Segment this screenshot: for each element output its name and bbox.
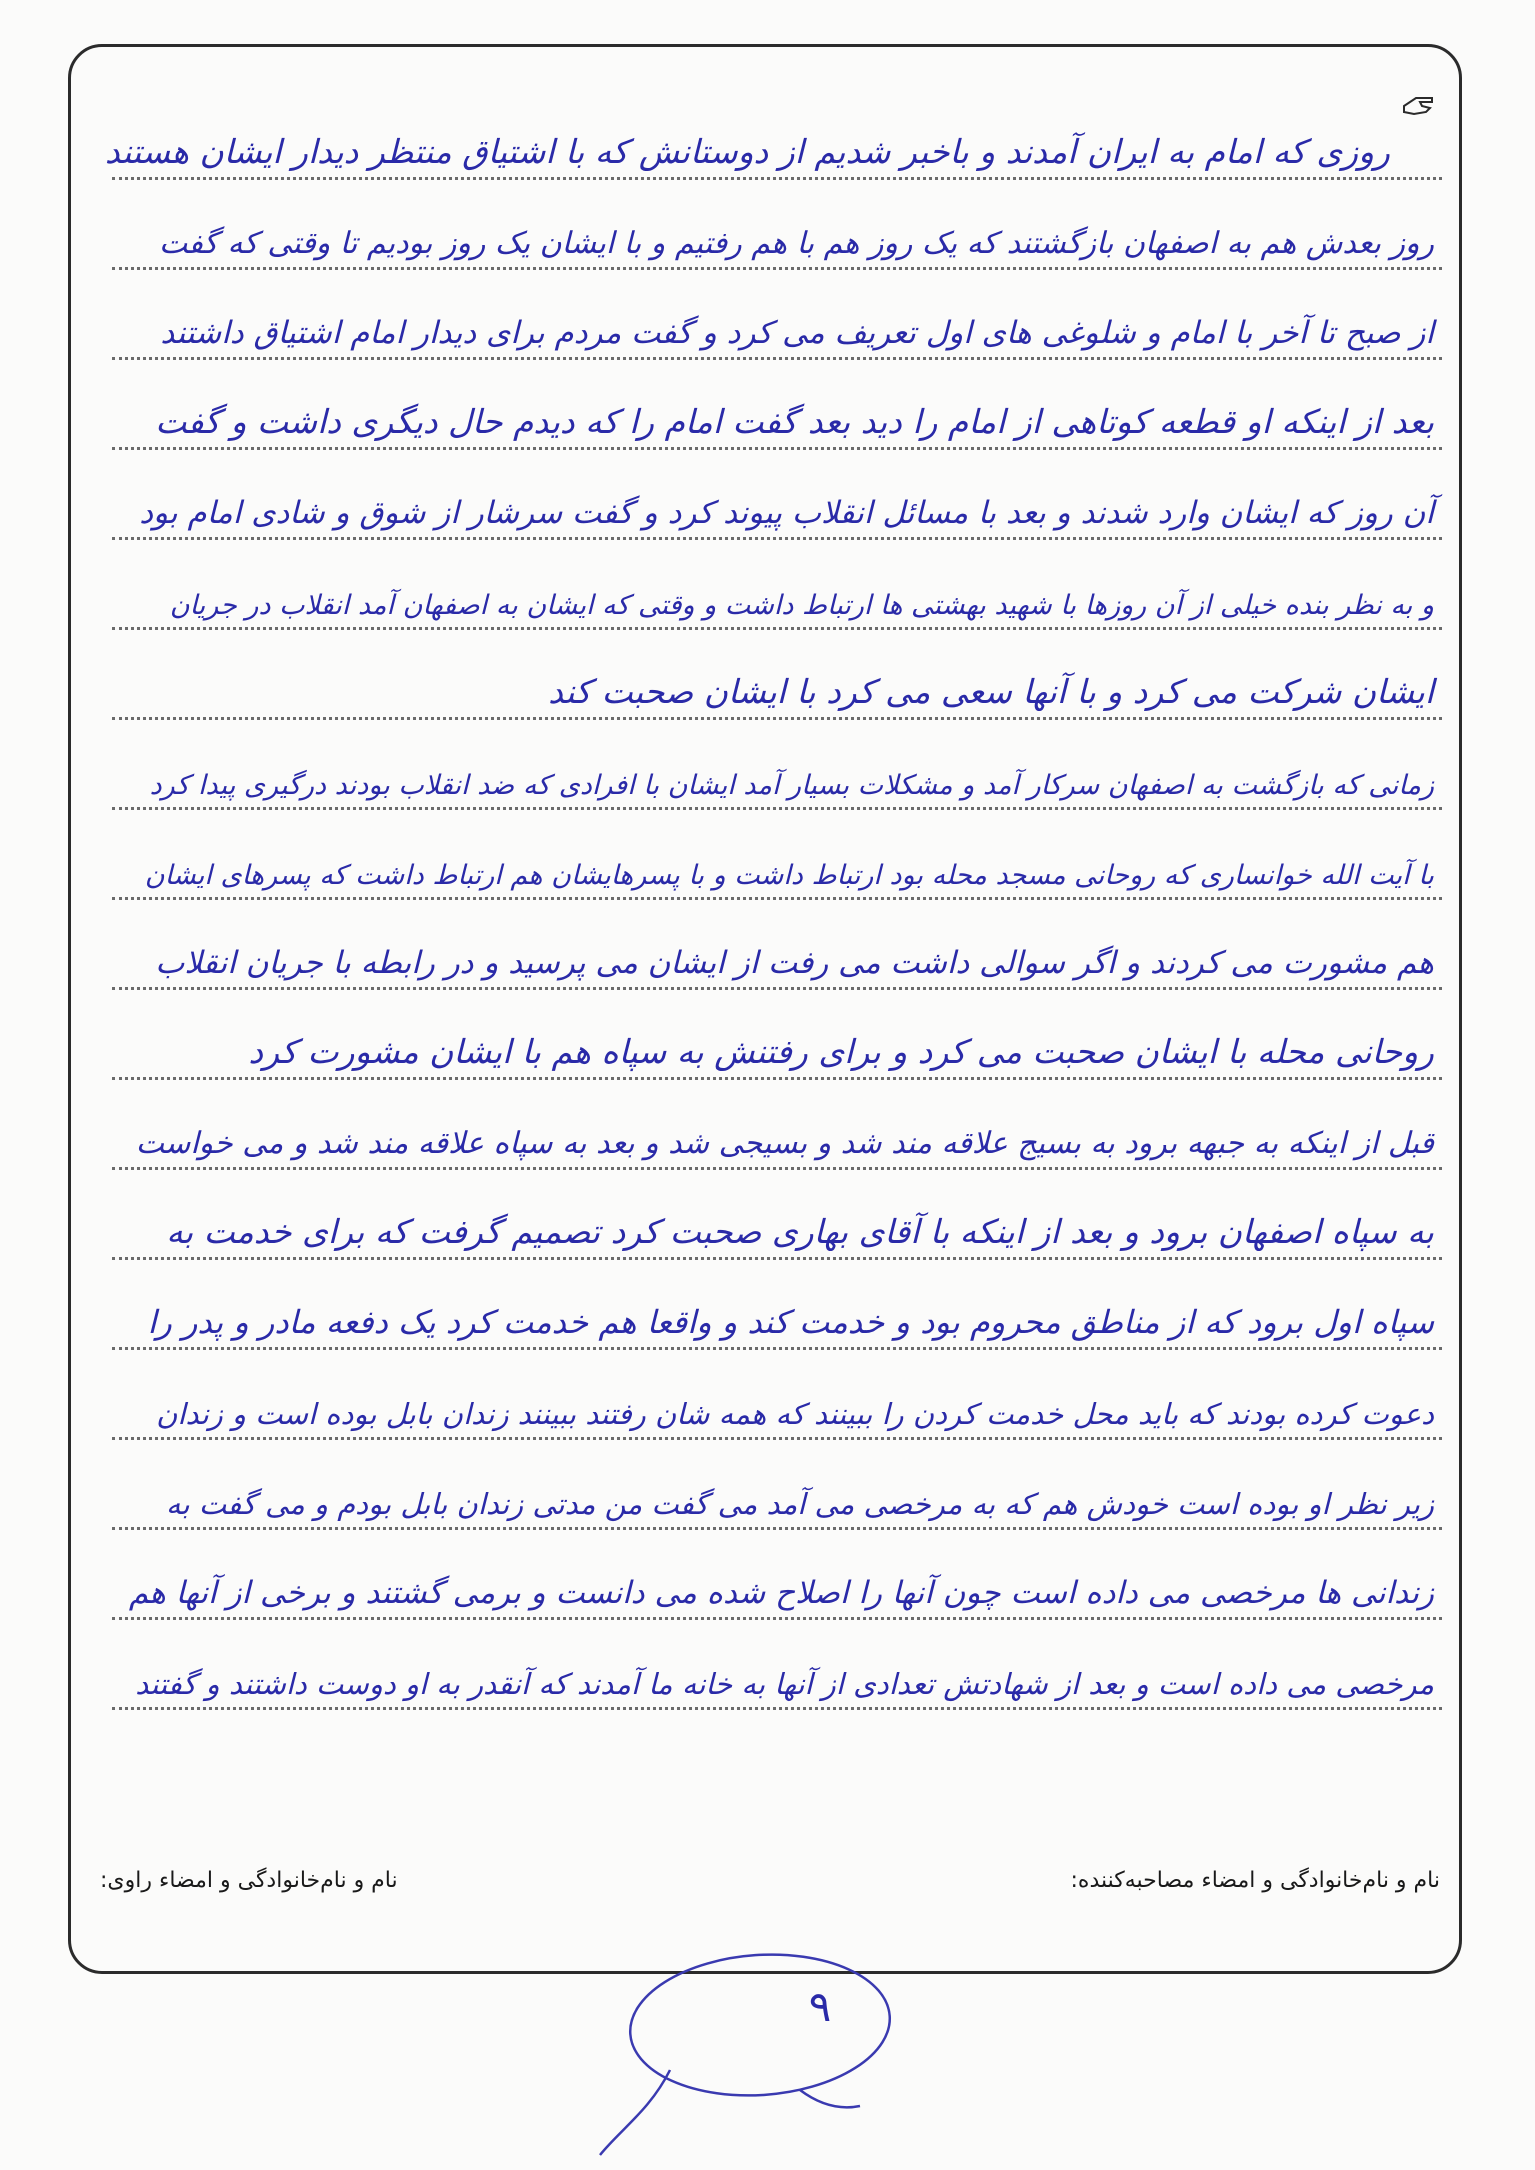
transcript-line xyxy=(112,180,1442,270)
transcript-line xyxy=(112,900,1442,990)
page-number: ۹ xyxy=(808,1982,832,2031)
transcript-line xyxy=(112,1080,1442,1170)
transcript-text: زیر نظر او بوده است خودش هم که به مرخصی می آمد می گفت من مدتی زندان بابل بودم و می گفت به xyxy=(166,1487,1434,1521)
transcript-text: هم مشورت می کردند و اگر سوالی داشت می رفت از ایشان می پرسید و در رابطه با جریان انقلاب xyxy=(155,945,1434,981)
narrator-signature-label: نام و نام‌خانوادگی و امضاء راوی: xyxy=(100,1868,398,1893)
transcript-text: دعوت کرده بودند که باید محل خدمت کردن را ببینند که همه شان رفتند ببینند زندان بابل بوده است و زندان xyxy=(156,1397,1434,1431)
transcript-text: ایشان شرکت می کرد و با آنها سعی می کرد با ایشان صحبت کند xyxy=(548,672,1434,711)
page-number-oval xyxy=(560,1930,900,2170)
transcript-line xyxy=(112,1350,1442,1440)
transcript-line xyxy=(112,1620,1442,1710)
transcript-line xyxy=(112,810,1442,900)
interviewer-signature-label: نام و نام‌خانوادگی و امضاء مصاحبه‌کننده: xyxy=(1070,1868,1440,1893)
transcript-text: به سپاه اصفهان برود و بعد از اینکه با آقای بهاری صحبت کرد تصمیم گرفت که برای خدمت به xyxy=(166,1212,1434,1251)
transcript-text: بعد از اینکه او قطعه کوتاهی از امام را دید بعد گفت امام را که دیدم حال دیگری داشت و گفت xyxy=(155,402,1434,441)
transcript-line xyxy=(112,720,1442,810)
transcript-text: روحانی محله با ایشان صحبت می کرد و برای رفتنش به سپاه هم با ایشان مشورت کرد xyxy=(248,1032,1434,1071)
pointing-hand-icon xyxy=(1402,92,1436,118)
transcript-line xyxy=(104,90,1442,180)
signature-footer xyxy=(100,1868,1440,1928)
transcript-text: مرخصی می داده است و بعد از شهادتش تعدادی از آنها به خانه ما آمدند که آنقدر به او دوست داشتند و گفتند xyxy=(135,1667,1434,1701)
transcript-line xyxy=(112,1530,1442,1620)
transcript-text: روزی که امام به ایران آمدند و باخبر شدیم از دوستانش که با اشتیاق منتظر دیدار ایشان هستند xyxy=(104,132,1390,171)
transcript-lines xyxy=(104,90,1442,1710)
transcript-text: زندانی ها مرخصی می داده است چون آنها را اصلاح شده می دانست و برمی گشتند و برخی از آنها هم xyxy=(128,1575,1434,1611)
transcript-text: زمانی که بازگشت به اصفهان سرکار آمد و مشکلات بسیار آمد ایشان با افرادی که ضد انقلاب بودند درگیری پیدا کرد xyxy=(149,770,1434,801)
transcript-text: قبل از اینکه به جبهه برود به بسیج علاقه مند شد و بسیجی شد و بعد به سپاه علاقه مند شد و می خواست xyxy=(135,1126,1434,1161)
transcript-line xyxy=(112,1170,1442,1260)
transcript-text: از صبح تا آخر با امام و شلوغی های اول تعریف می کرد و گفت مردم برای دیدار امام اشتیاق داشتند xyxy=(160,315,1434,351)
transcript-line xyxy=(112,1260,1442,1350)
transcript-line xyxy=(112,990,1442,1080)
transcript-text: روز بعدش هم به اصفهان بازگشتند که یک روز هم با هم رفتیم و با ایشان یک روز بودیم تا وقتی که گفت xyxy=(159,226,1434,261)
transcript-line xyxy=(112,630,1442,720)
transcript-text: سپاه اول برود که از مناطق محروم بود و خدمت کند و واقعا هم خدمت کرد یک دفعه مادر و پدر را xyxy=(147,1303,1434,1341)
transcript-line xyxy=(112,1440,1442,1530)
transcript-text: با آیت الله خوانساری که روحانی مسجد محله بود ارتباط داشت و با پسرهایشان هم ارتباط داشت که پسرهای ایشان xyxy=(144,860,1434,891)
transcript-line xyxy=(112,360,1442,450)
transcript-text: و به نظر بنده خیلی از آن روزها با شهید بهشتی ها ارتباط داشت و وقتی که ایشان به اصفهان آمد انقلاب در جریان xyxy=(169,590,1434,621)
transcript-text: آن روز که ایشان وارد شدند و بعد با مسائل انقلاب پیوند کرد و گفت سرشار از شوق و شادی امام بود xyxy=(139,495,1434,531)
transcript-line xyxy=(112,540,1442,630)
transcript-line xyxy=(112,450,1442,540)
transcript-line xyxy=(112,270,1442,360)
